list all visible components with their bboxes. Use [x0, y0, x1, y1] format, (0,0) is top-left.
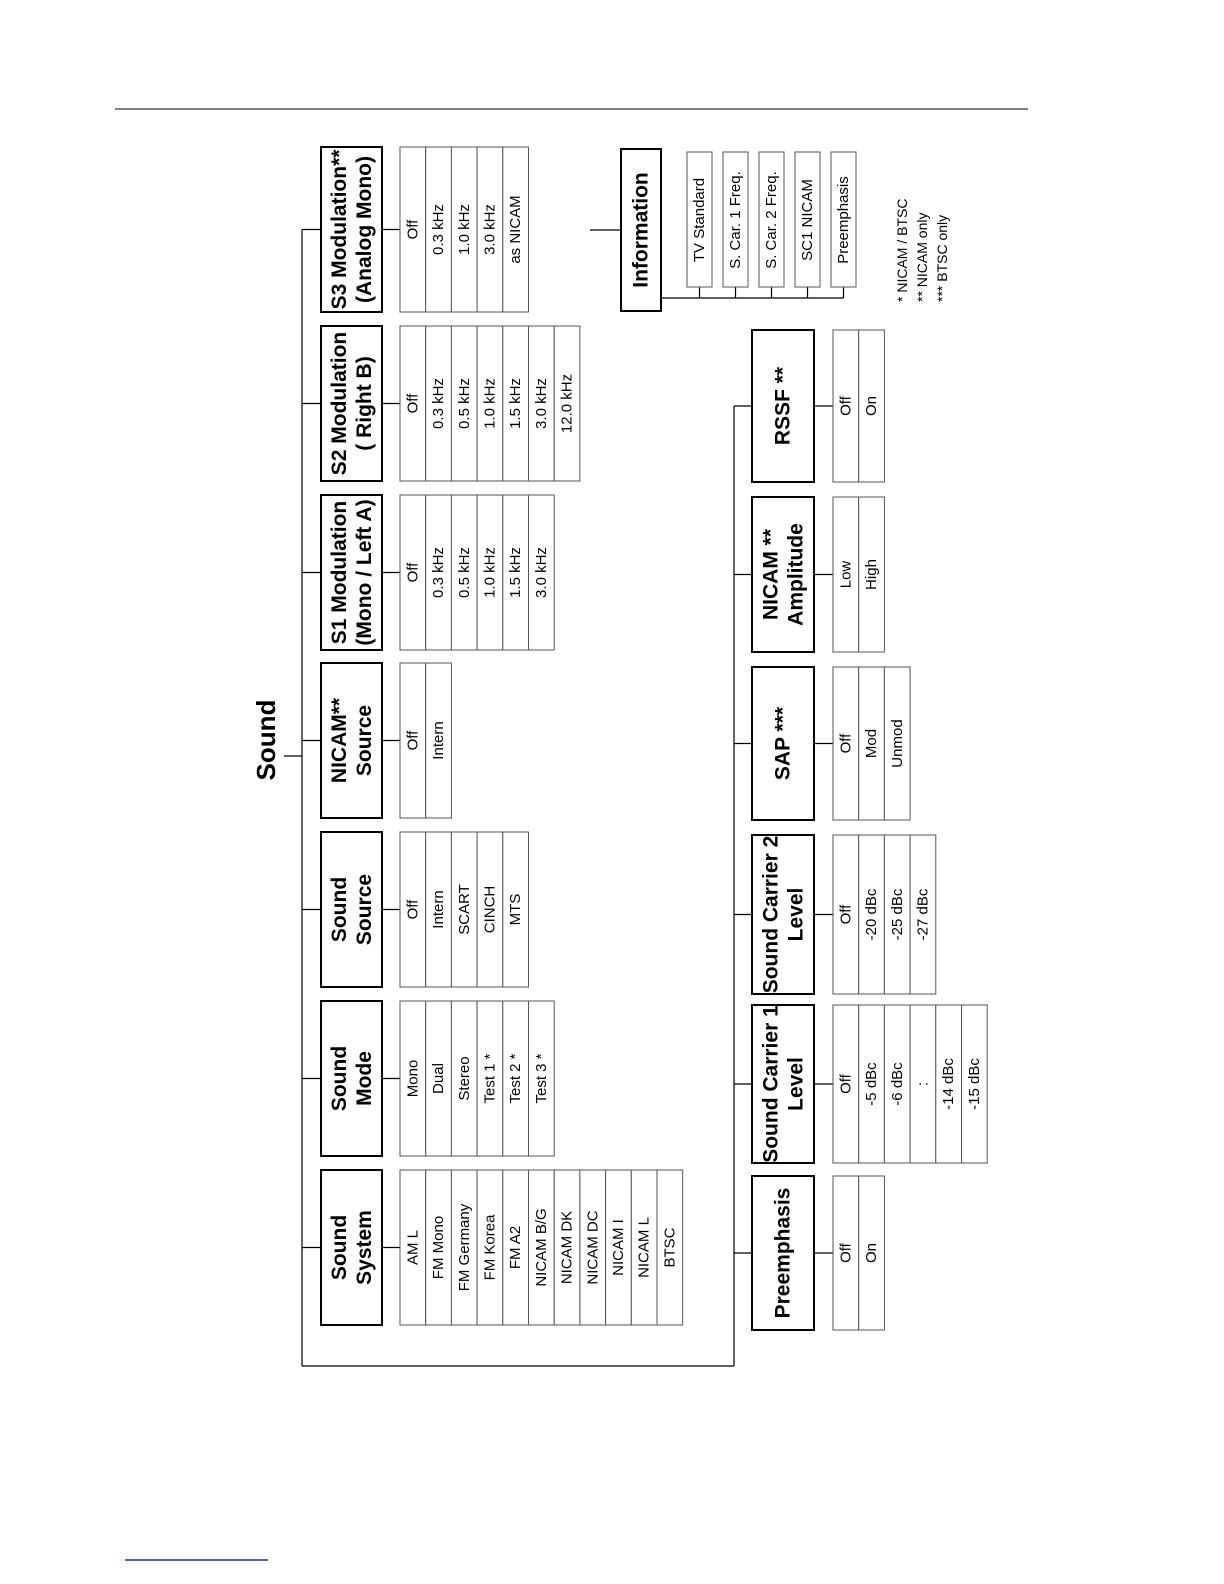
top-nicam-source-option-intern: Intern	[430, 721, 448, 760]
bottom-preemphasis-option-off: Off	[837, 1243, 855, 1263]
top-sound-source-option-intern: Intern	[430, 890, 448, 929]
bottom-sap-option-unmod: Unmod	[888, 719, 906, 768]
top-sound-mode-option-test-3: Test 3 *	[532, 1053, 550, 1104]
top-s3-modulation-analog-mono-option-off: Off	[404, 219, 422, 240]
bottom-preemphasis-header-line-1: Preemphasis	[771, 1187, 795, 1319]
top-sound-mode-header-line-1: Sound	[328, 1045, 351, 1112]
top-s2-modulation-right-b-option-12-0-khz: 12.0 kHz	[558, 373, 576, 434]
top-sound-source-option-scart: SCART	[455, 884, 473, 935]
bottom-sound-carrier-2-level-header-line-1: Sound Carrier 2	[759, 835, 783, 994]
bottom-sound-carrier-2-level-option-off: Off	[837, 904, 855, 925]
top-sound-mode-option-test-2: Test 2 *	[507, 1053, 525, 1104]
top-sound-mode-option-stereo: Stereo	[455, 1056, 473, 1101]
bottom-rssf-header-line-1: RSSF **	[771, 366, 795, 446]
top-s2-modulation-right-b-option-1-0-khz: 1.0 kHz	[481, 378, 499, 429]
footnote-3: *** BTSC only	[934, 214, 950, 302]
top-sound-system-option-am-l: AM L	[404, 1229, 422, 1266]
top-s3-modulation-analog-mono-option-0-3-khz: 0.3 kHz	[430, 204, 448, 255]
bottom-sound-carrier-1-level-header-line-2: Level	[784, 1057, 808, 1111]
top-s3-modulation-analog-mono-option-3-0-khz: 3.0 kHz	[481, 204, 499, 255]
top-sound-system-option-nicam-i: NICAM I	[609, 1219, 627, 1276]
top-sound-source-option-mts: MTS	[507, 893, 525, 926]
bottom-sound-carrier-1-level-option-5-dbc: -5 dBc	[863, 1062, 881, 1106]
top-sound-system-option-fm-korea: FM Korea	[481, 1214, 499, 1281]
top-sound-system-option-fm-mono: FM Mono	[430, 1215, 448, 1280]
bottom-sap-option-off: Off	[837, 733, 855, 754]
bottom-rssf-option-off: Off	[837, 396, 855, 416]
top-sound-system-header-line-1: Sound	[328, 1214, 351, 1281]
information-item-preemphasis: Preemphasis	[835, 176, 852, 264]
top-s3-modulation-analog-mono-header-line-1: S3 Modulation**	[328, 149, 351, 310]
top-s1-modulation-mono-left-a-option-3-0-khz: 3.0 kHz	[532, 547, 550, 598]
bottom-sound-carrier-2-level-option-20-dbc: -20 dBc	[863, 888, 881, 941]
top-sound-system-option-fm-a2: FM A2	[507, 1225, 525, 1270]
top-sound-system-option-nicam-dc: NICAM DC	[584, 1210, 602, 1285]
bottom-sound-carrier-1-level-option-15-dbc: -15 dBc	[965, 1058, 983, 1110]
top-s2-modulation-right-b-header-line-1: S2 Modulation	[328, 331, 351, 476]
top-s3-modulation-analog-mono-option-as-nicam: as NICAM	[507, 195, 525, 264]
top-s2-modulation-right-b-option-1-5-khz: 1.5 kHz	[507, 378, 525, 429]
top-s2-modulation-right-b-option-off: Off	[404, 393, 422, 414]
top-s1-modulation-mono-left-a-option-1-0-khz: 1.0 kHz	[481, 547, 499, 598]
information-item-sc1-nicam: SC1 NICAM	[799, 179, 816, 261]
bottom-sound-carrier-2-level-header-line-2: Level	[784, 887, 808, 942]
bottom-nicam-amplitude-header-line-2: Amplitude	[784, 523, 808, 626]
top-s2-modulation-right-b-option-0-3-khz: 0.3 kHz	[430, 378, 448, 429]
bottom-sound-carrier-1-level-header-line-1: Sound Carrier 1	[759, 1005, 783, 1163]
bottom-rssf-option-on: On	[863, 395, 881, 417]
bottom-sound-carrier-1-level-option-off: Off	[837, 1074, 855, 1094]
top-s2-modulation-right-b-option-3-0-khz: 3.0 kHz	[532, 378, 550, 429]
top-sound-source-option-cinch: CINCH	[481, 885, 499, 934]
bottom-sap-option-mod: Mod	[863, 728, 881, 759]
top-sound-system-option-nicam-l: NICAM L	[635, 1217, 653, 1278]
top-sound-system-option-nicam-dk: NICAM DK	[558, 1210, 576, 1285]
top-s3-modulation-analog-mono-option-1-0-khz: 1.0 kHz	[455, 204, 473, 255]
top-nicam-source-option-off: Off	[404, 730, 422, 751]
top-sound-source-header-line-2: Source	[353, 873, 376, 946]
information-item-s-car-1-freq: S. Car. 1 Freq.	[727, 171, 744, 269]
bottom-sound-carrier-2-level-option-25-dbc: -25 dBc	[888, 888, 906, 941]
information-item-tv-standard: TV Standard	[691, 177, 708, 263]
bottom-nicam-amplitude-header-line-1: NICAM **	[759, 528, 783, 621]
bottom-sound-carrier-2-level-option-27-dbc: -27 dBc	[914, 888, 932, 941]
top-nicam-source-header-line-2: Source	[353, 704, 376, 777]
top-s1-modulation-mono-left-a-option-0-5-khz: 0.5 kHz	[455, 547, 473, 598]
top-nicam-source-header-line-1: NICAM**	[328, 697, 351, 784]
top-s1-modulation-mono-left-a-option-0-3-khz: 0.3 kHz	[430, 547, 448, 598]
top-s2-modulation-right-b-option-0-5-khz: 0.5 kHz	[455, 378, 473, 429]
bottom-sound-carrier-1-level-option-: :	[914, 1081, 932, 1087]
top-sound-system-option-fm-germany: FM Germany	[455, 1203, 473, 1292]
top-s2-modulation-right-b-header-line-2: ( Right B)	[353, 356, 376, 451]
information-item-s-car-2-freq: S. Car. 2 Freq.	[763, 171, 780, 269]
top-sound-source-option-off: Off	[404, 899, 422, 920]
footnote-1: * NICAM / BTSC	[894, 198, 910, 302]
bottom-sound-carrier-1-level-option-6-dbc: -6 dBc	[888, 1062, 906, 1106]
top-sound-mode-option-test-1: Test 1 *	[481, 1053, 499, 1104]
bottom-nicam-amplitude-option-high: High	[863, 559, 881, 590]
footnote-2: ** NICAM only	[914, 212, 930, 302]
diagram-title: Sound	[251, 699, 281, 781]
top-sound-system-option-btsc: BTSC	[661, 1227, 679, 1268]
bottom-nicam-amplitude-option-low: Low	[837, 560, 855, 589]
top-sound-mode-header-line-2: Mode	[353, 1051, 376, 1106]
top-s3-modulation-analog-mono-header-line-2: (Analog Mono)	[353, 156, 376, 303]
bottom-sap-header-line-1: SAP ***	[771, 706, 795, 781]
top-sound-mode-option-mono: Mono	[404, 1059, 422, 1098]
top-s1-modulation-mono-left-a-option-off: Off	[404, 562, 422, 583]
top-sound-source-header-line-1: Sound	[328, 876, 351, 943]
top-s1-modulation-mono-left-a-header-line-2: (Mono / Left A)	[353, 499, 376, 646]
top-sound-system-header-line-2: System	[353, 1210, 376, 1285]
top-s1-modulation-mono-left-a-option-1-5-khz: 1.5 kHz	[507, 547, 525, 598]
bottom-preemphasis-option-on: On	[863, 1242, 881, 1264]
top-sound-mode-option-dual: Dual	[430, 1063, 448, 1094]
top-sound-system-option-nicam-b-g: NICAM B/G	[532, 1208, 550, 1287]
information-header: Information	[629, 172, 653, 288]
top-s1-modulation-mono-left-a-header-line-1: S1 Modulation	[328, 500, 351, 645]
bottom-sound-carrier-1-level-option-14-dbc: -14 dBc	[940, 1058, 958, 1110]
